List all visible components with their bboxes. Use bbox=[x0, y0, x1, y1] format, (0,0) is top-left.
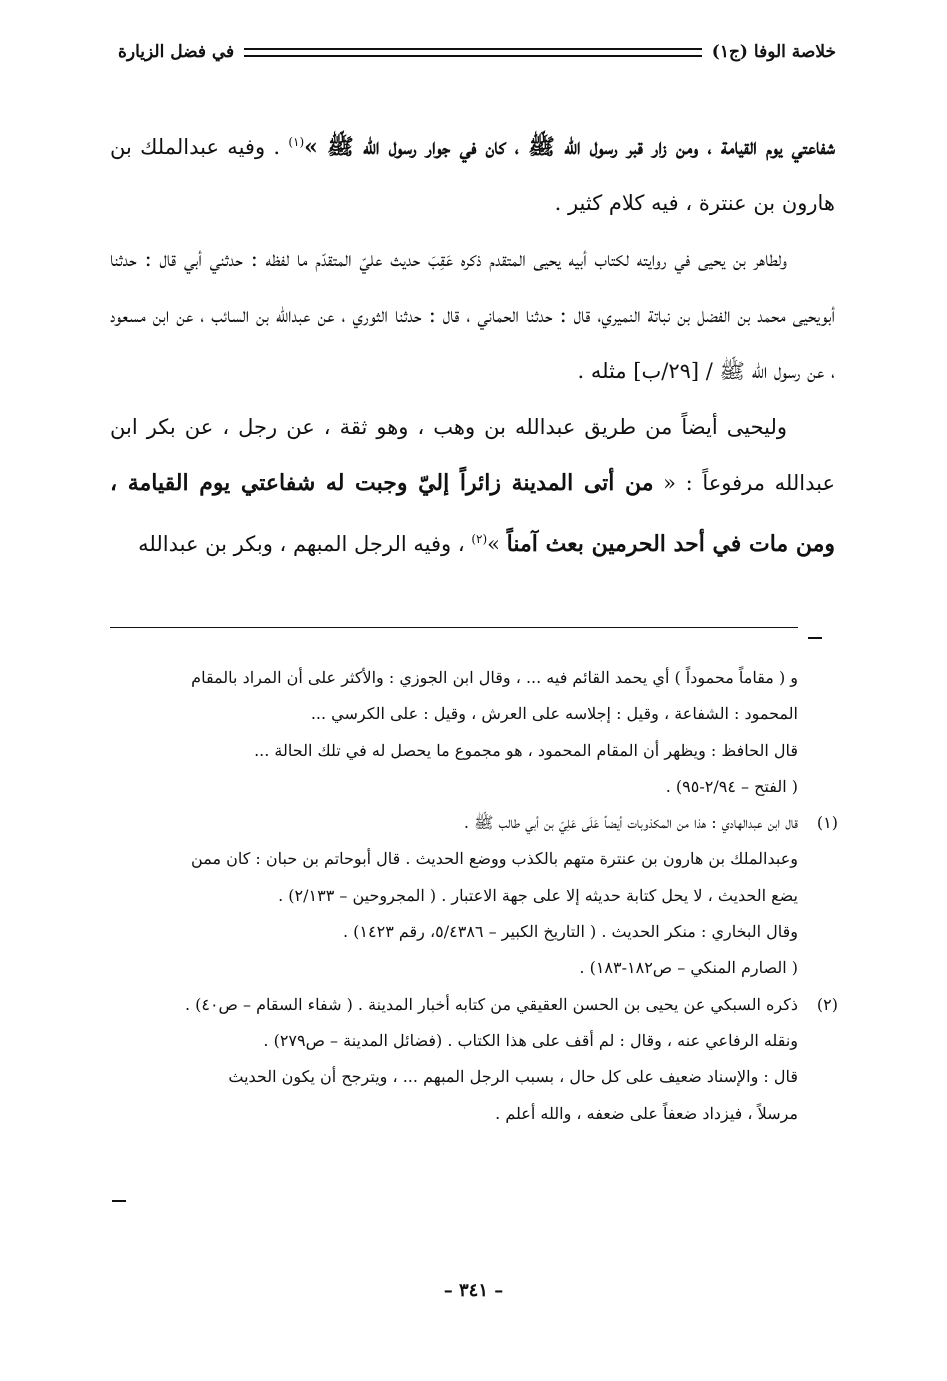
footnote-1 bbox=[110, 805, 838, 986]
separator-dash-top bbox=[808, 637, 822, 639]
running-header bbox=[118, 38, 836, 66]
header-book-title: خلاصة الوفا (ج١) bbox=[711, 42, 836, 62]
main-paragraph-1 bbox=[110, 114, 835, 231]
header-double-rule bbox=[244, 48, 702, 57]
hadith-quote-2: من أتى المدينة زائراً إليّ وجبت له شفاعتي يوم القيامة ، ومن مات في أحد الحرمين بعث آمناً bbox=[110, 470, 835, 557]
footnote-line: مرسلاً ، فيزداد ضعفاً على ضعفه ، والله أعلم . bbox=[495, 1103, 798, 1123]
footnote-line: المحمود : الشفاعة ، وقيل : إجلاسه على العرش ، وقيل : على الكرسي ... bbox=[310, 704, 798, 724]
footnote-ref-1: (١) bbox=[288, 135, 305, 149]
main-text bbox=[110, 114, 835, 572]
page-number: – ٣٤١ – bbox=[443, 1280, 504, 1301]
footnote-line: ذكره السبكي عن يحيى بن الحسن العقيقي من كتابه أخبار المدينة . ( شفاء السقام – ص٤٠) . bbox=[184, 994, 798, 1014]
header-chapter-title: في فضل الزيارة bbox=[118, 42, 235, 62]
footnote-line: قال : والإسناد ضعيف على كل حال ، بسبب الرجل المبهم ... ، ويترجح أن يكون الحديث bbox=[228, 1067, 798, 1087]
hadith-quote-1: شفاعتي يوم القيامة ، ومن زار قبر رسول الله ﷺ ، كان في جوار رسول الله ﷺ » bbox=[304, 134, 835, 160]
footnote-line: وعبدالملك بن هارون بن عنترة متهم بالكذب ووضع الحديث . قال أبوحاتم بن حبان : كان ممن bbox=[191, 849, 798, 869]
footnote-ref-2: (٢) bbox=[471, 532, 488, 546]
main-paragraph-3 bbox=[110, 399, 835, 572]
paragraph-3-close-quote: » bbox=[487, 532, 507, 556]
footnote-continuation bbox=[110, 660, 838, 805]
footnotes bbox=[110, 660, 838, 1132]
footnote-line: ( الصارم المنكي – ص١٨٢-١٨٣) . bbox=[579, 958, 798, 978]
footnote-number-2: (٢) bbox=[816, 994, 838, 1014]
footnote-separator bbox=[110, 627, 798, 628]
footnote-line: ( الفتح – ٢/٩٤-٩٥) . bbox=[665, 776, 798, 796]
footnote-line: وقال البخاري : منكر الحديث . ( التاريخ الكبير – ٥/٤٣٨٦، رقم ١٤٢٣) . bbox=[342, 922, 798, 942]
footnote-line: و ( مقاماً محموداً ) أي يحمد القائم فيه ... ، وقال ابن الجوزي : والأكثر على أن المراد بالمقام bbox=[191, 668, 798, 687]
paragraph-3-head: وليحيى أيضاً من طريق عبدالله بن وهب ، وهو ثقة ، عن رجل ، عن بكر ابن عبدالله مرفوعاً : « bbox=[110, 415, 835, 495]
footnote-number-1: (١) bbox=[816, 813, 838, 833]
main-paragraph-2: ولطاهر بن يحيى في روايته لكتاب أبيه يحيى المتقدم ذكره عَقِبَ حديث عليّ المتقدّم ما لفظه : حدثني أبي قال : حدثنا أبويحيى محمد بن الفضل بن نباتة النميري، قال : حدثنا الحماني ، قال : حدثنا الثوري ، عن عبدالله بن السائب ، عن ابن مسعود ، عن رسول الله ﷺ / [٢٩/ب] مثله . bbox=[110, 247, 835, 383]
footnote-line: قال الحافظ : ويظهر أن المقام المحمود ، هو مجموع ما يحصل له في تلك الحالة ... bbox=[254, 740, 798, 760]
paragraph-3-tail: ، وفيه الرجل المبهم ، وبكر بن عبدالله bbox=[138, 532, 472, 556]
paragraph-1-tail: . وفيه عبدالملك بن هارون بن عنترة ، فيه كلام كثير . bbox=[110, 135, 835, 215]
footnote-line: قال ابن عبدالهادي : هذا من المكذوبات أيضاً عَلَى عَلِيّ بن أبي طالب ﷺ . bbox=[463, 813, 798, 833]
footnote-2 bbox=[110, 987, 838, 1132]
separator-dash-bottom bbox=[112, 1200, 126, 1202]
footnote-line: ونقله الرفاعي عنه ، وقال : لم أقف على هذا الكتاب . (فضائل المدينة – ص٢٧٩) . bbox=[263, 1030, 798, 1050]
footnote-line: يضع الحديث ، لا يحل كتابة حديثه إلا على جهة الاعتبار . ( المجروحين – ٢/١٣٣) . bbox=[278, 885, 798, 905]
